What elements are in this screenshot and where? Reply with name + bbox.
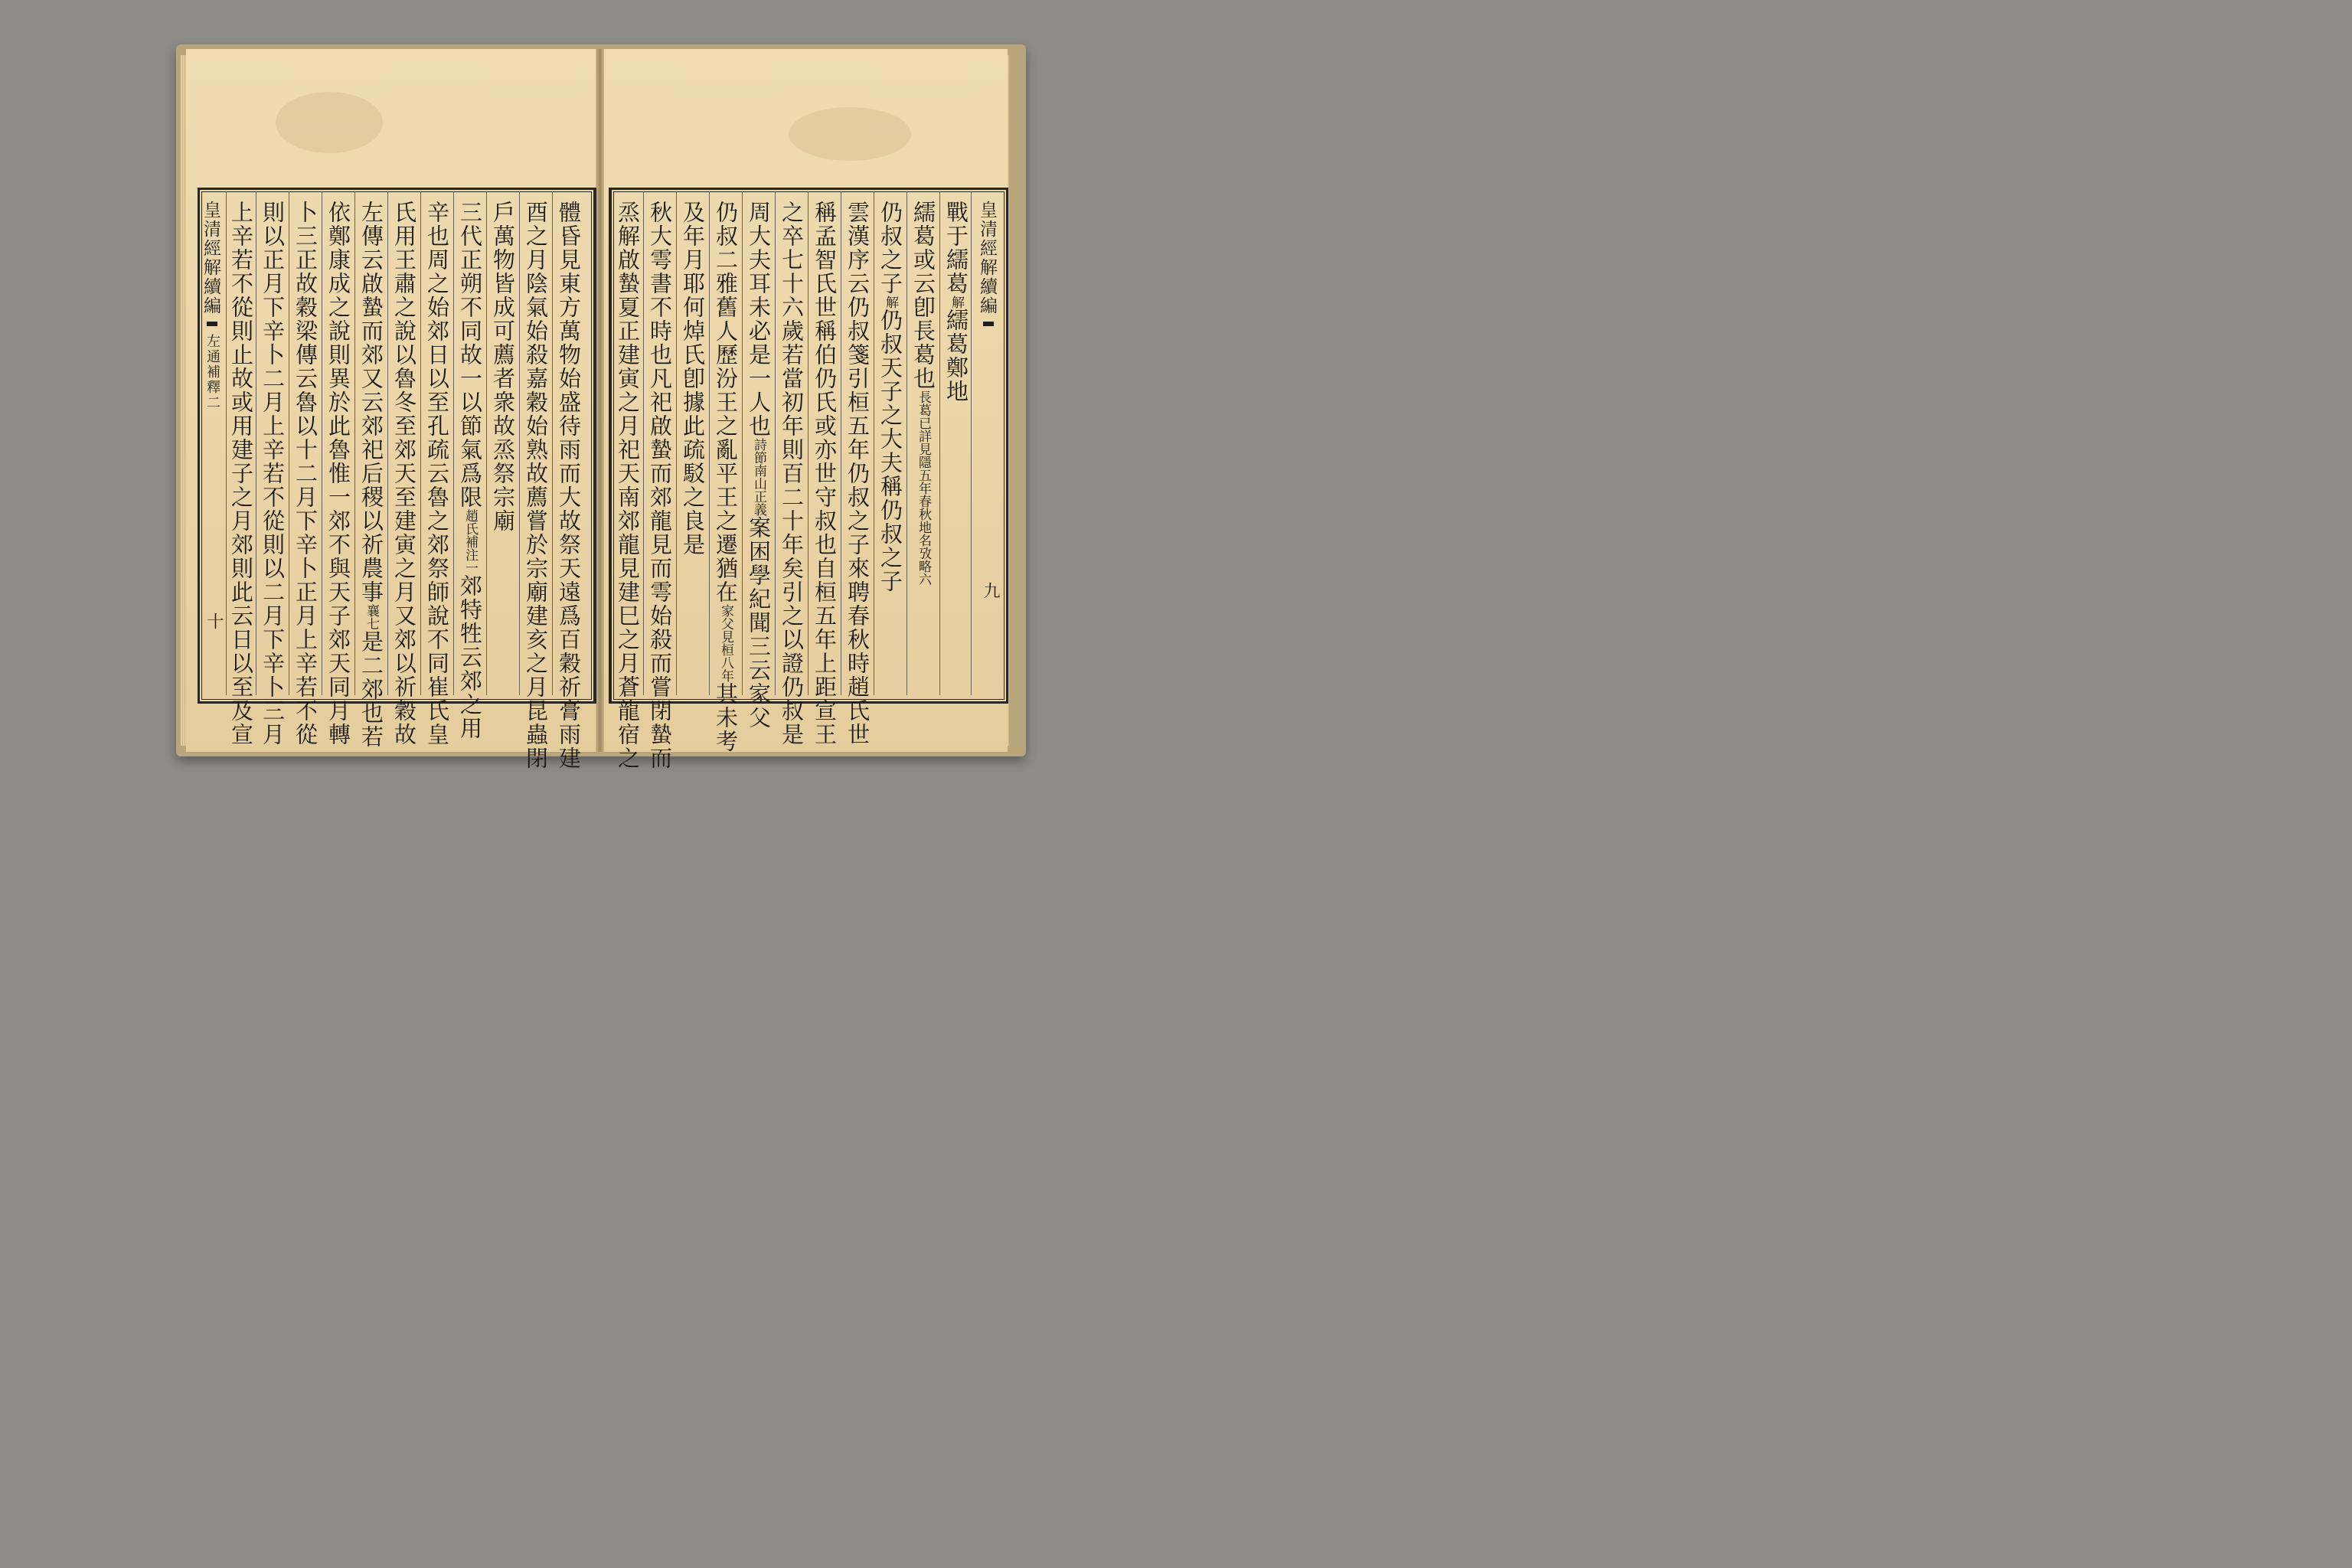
text-column: 酉之月陰氣始殺嘉穀始熟故薦嘗於宗廟建亥之月昆蟲閉 xyxy=(523,201,549,770)
text-column: 戰于繻葛解繻葛鄭地 xyxy=(943,201,969,403)
column-rule xyxy=(775,191,776,695)
text-column: 體昏見東方萬物始盛待雨而大故祭天遠爲百穀祈膏雨建 xyxy=(556,201,582,770)
text-column: 及年月耶何焯氏卽據此疏駁之良是 xyxy=(680,201,706,557)
column-rule xyxy=(906,191,907,695)
interlinear-note: 詩節南山正義 xyxy=(751,438,766,516)
paper-stain xyxy=(789,107,911,161)
text-column: 上辛若不從則止故或用建子之月郊則此云日以至及宣 xyxy=(228,201,254,746)
column-rule xyxy=(519,191,520,695)
column-rule xyxy=(387,191,388,695)
text-column: 周大夫耳未必是一人也詩節南山正義案困學紀聞三云家父 xyxy=(746,201,772,730)
column-rule xyxy=(971,191,972,695)
interlinear-note: 襄七 xyxy=(364,604,379,630)
text-column: 秋大雩書不時也凡祀啟蟄而郊龍見而雩始殺而嘗閉蟄而 xyxy=(647,201,673,770)
fishtail-mark xyxy=(983,322,994,326)
text-column: 依鄭康成之說則異於此魯惟一郊不與天子郊天同月轉 xyxy=(325,201,351,746)
interlinear-note: 趙氏補注一 xyxy=(462,509,478,574)
column-rule xyxy=(354,191,355,695)
paper-stain xyxy=(276,92,383,153)
interlinear-note: 家父見桓八年 xyxy=(718,604,733,682)
column-rule xyxy=(420,191,421,695)
left-page-number: 十 xyxy=(204,612,224,629)
column-rule xyxy=(676,191,677,695)
column-rule xyxy=(486,191,487,695)
right-page-number: 九 xyxy=(981,582,1000,599)
text-column: 仍叔之子解仍叔天子之大夫稱仍叔之子 xyxy=(877,201,903,593)
column-rule xyxy=(226,191,227,695)
text-column: 則以正月下辛卜二月上辛若不從則以二月下辛卜三月 xyxy=(260,201,286,746)
left-margin-subtitle: 左通補釋二 xyxy=(204,334,220,410)
text-column: 氏用王肅之說以魯冬至郊天至建寅之月又郊以祈穀故 xyxy=(391,201,417,746)
column-rule xyxy=(643,191,644,695)
text-column: 辛也周之始郊日以至孔疏云魯之郊祭師說不同崔氏皇 xyxy=(424,201,450,746)
column-rule xyxy=(939,191,940,695)
text-column: 戶萬物皆成可薦者衆故烝祭宗廟 xyxy=(490,201,516,533)
right-margin-title: 皇清經解續編 xyxy=(977,201,997,315)
column-rule xyxy=(742,191,743,695)
text-column: 左傳云啟蟄而郊又云郊祀后稷以祈農事襄七是二郊也若 xyxy=(358,201,384,749)
text-column: 繻葛或云卽長葛也長葛已詳見隱五年春秋地名攷略六 xyxy=(910,201,936,586)
text-column: 之卒七十六歲若當初年則百二十年矣引之以證仍叔是 xyxy=(779,201,805,746)
interlinear-note: 解 xyxy=(883,296,898,309)
text-column: 三代正朔不同故一以節氣爲限趙氏補注一郊特牲云郊之用 xyxy=(457,201,483,740)
scan-background xyxy=(0,0,1200,800)
book-gutter xyxy=(596,49,604,752)
column-rule xyxy=(709,191,710,695)
text-column: 稱孟智氏世稱伯仍氏或亦世守叔也自桓五年上距宣王 xyxy=(812,201,838,746)
text-column: 烝解啟蟄夏正建寅之月祀天南郊龍見建巳之月蒼龍宿之 xyxy=(615,201,641,770)
text-column: 仍叔二雅舊人歷汾王之亂平王之遷猶在家父見桓八年其未考 xyxy=(713,201,739,753)
column-rule xyxy=(552,191,553,695)
text-column: 雲漢序云仍叔箋引桓五年仍叔之子來聘春秋時趙氏世 xyxy=(844,201,871,746)
fishtail-mark xyxy=(207,322,217,326)
left-margin-title: 皇清經解續編 xyxy=(201,201,220,315)
interlinear-note: 長葛已詳見隱五年春秋地名攷略六 xyxy=(916,390,931,586)
text-column: 卜三正故穀梁傳云魯以十二月下辛卜正月上辛若不從 xyxy=(292,201,318,746)
interlinear-note: 解 xyxy=(949,296,964,309)
column-rule xyxy=(453,191,454,695)
